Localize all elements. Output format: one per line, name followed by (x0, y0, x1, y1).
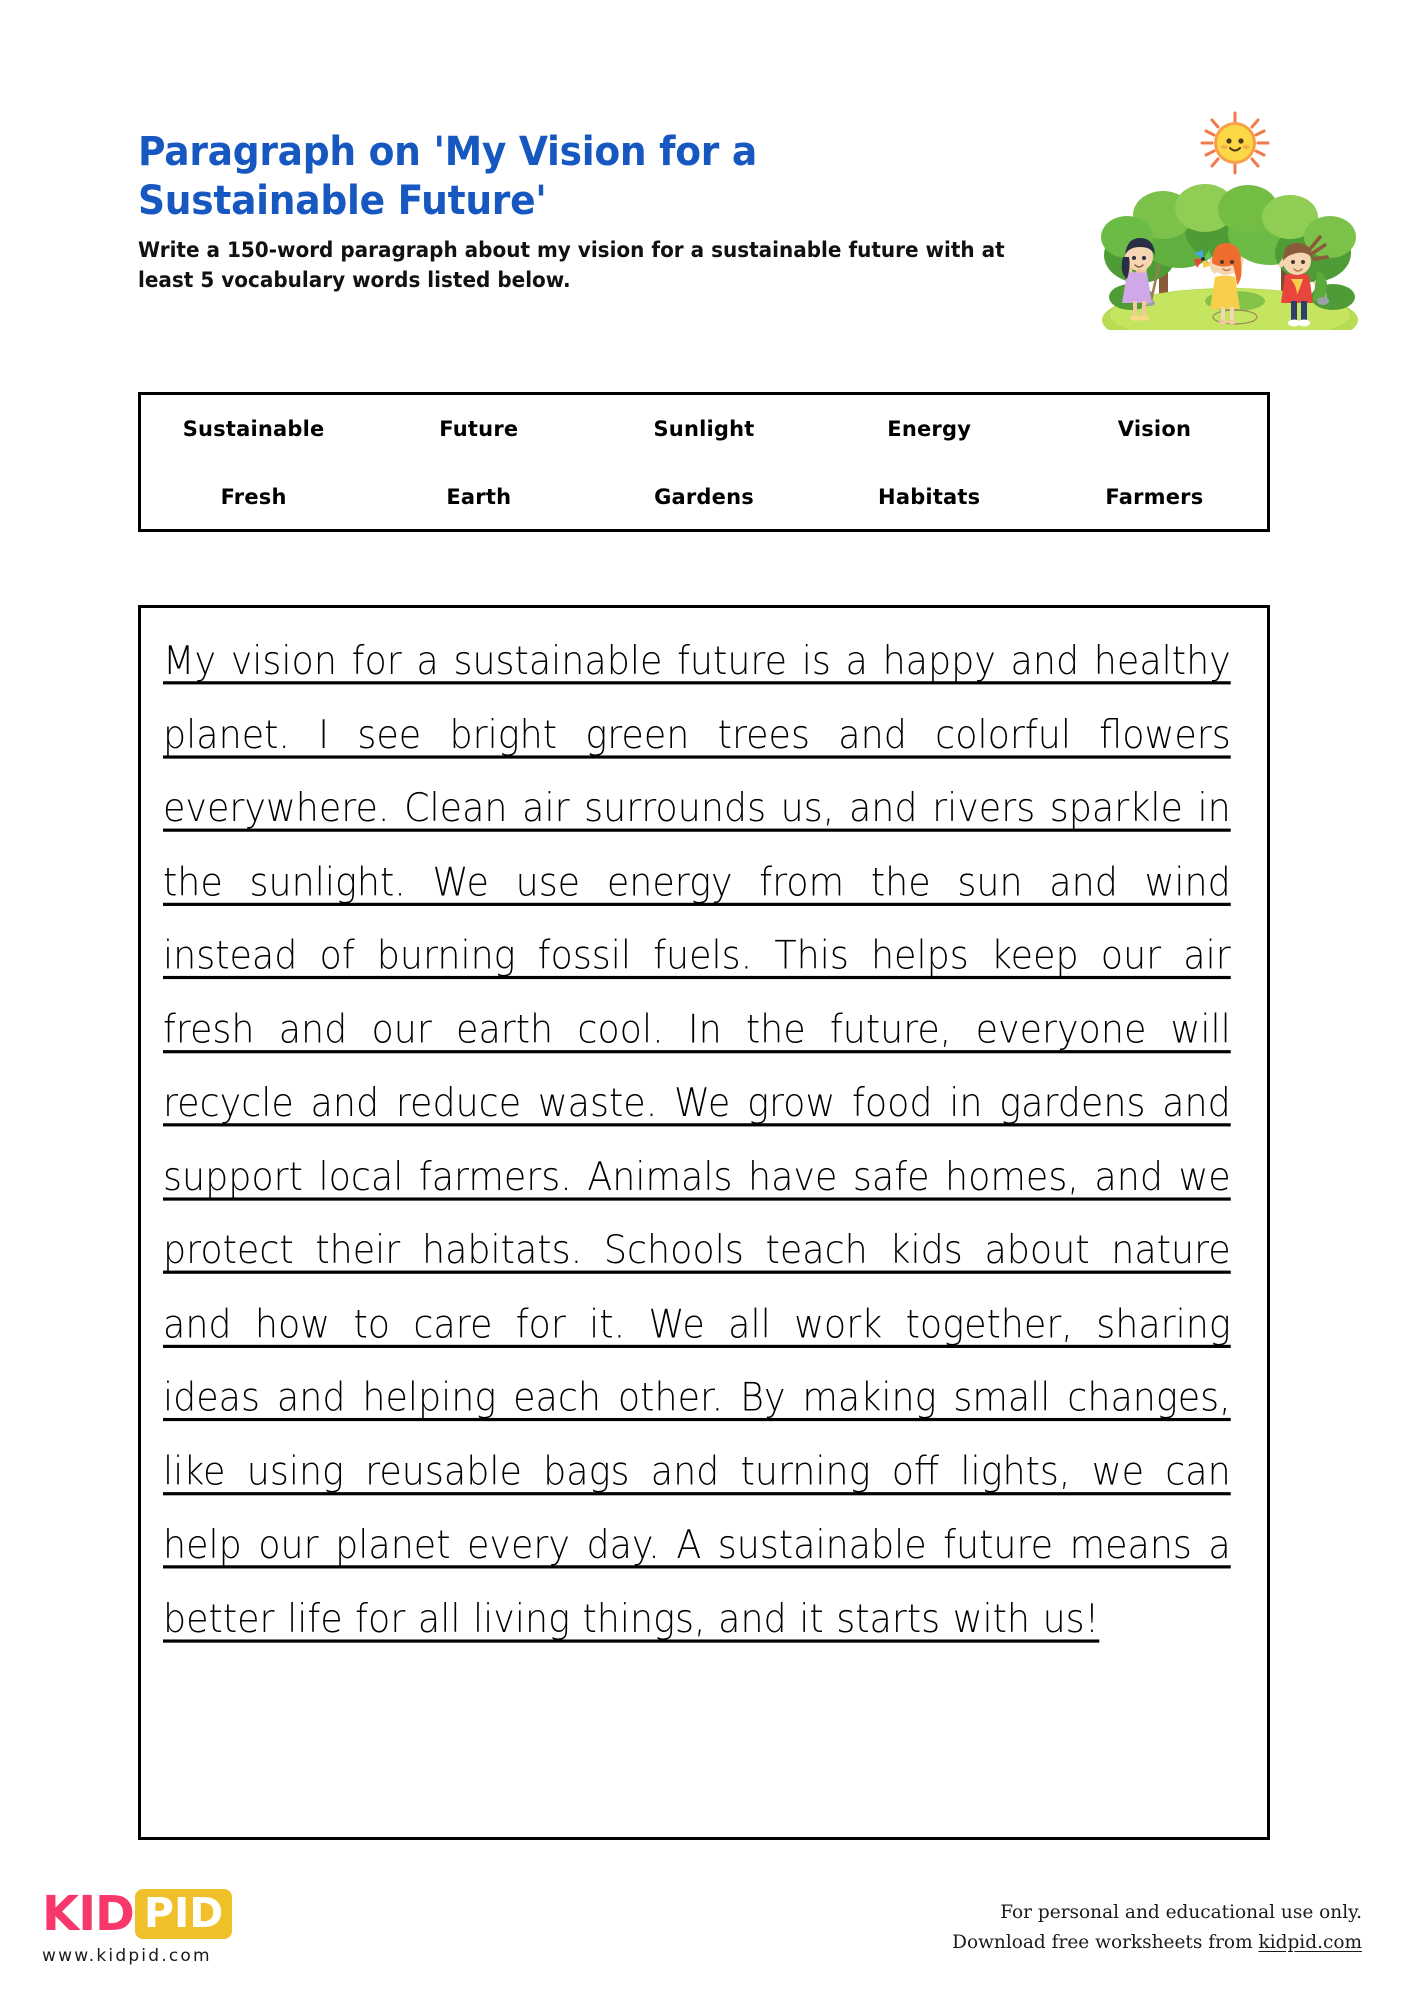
page-title: Paragraph on 'My Vision for a Sustainable Future' (138, 129, 757, 224)
worksheet-instructions: Write a 150-word paragraph about my vision for a sustainable future with at least 5 vocabulary words listed below. (138, 237, 1005, 294)
vocabulary-row-2 (141, 462, 1267, 529)
vocabulary-word: Sustainable (182, 416, 325, 441)
worksheet-header (138, 128, 1098, 297)
kidpid-link[interactable]: kidpid.com (1258, 1931, 1362, 1953)
kidpid-logo (42, 1888, 402, 1966)
footer-usage-note (952, 1898, 1362, 1958)
vocabulary-word: Vision (1117, 416, 1192, 441)
logo-kid-text: KID (42, 1886, 134, 1942)
vocabulary-word: Gardens (654, 484, 754, 509)
logo-website-url: www.kidpid.com (42, 1946, 212, 1966)
answer-paragraph[interactable]: My vision for a sustainable future is a happy and healthy planet. I see bright green trees and colorful flowers everywhere. Clean air surrounds us, and rivers sparkle in the sunlight. We use energy from the sun and wind instead of burning fossil fuels. This helps keep our air fresh and our earth cool. In the future, everyone will recycle and reduce waste. We grow food in gardens and support local farmers. Animals have safe homes, and we protect their habitats. Schools teach kids about nature and how to care for it. We all work together, sharing ideas and helping each other. By making small changes, like using reusable bags and turning off lights, we can help our planet every day. A sustainable future means a better life for all living things, and it starts with us! (163, 637, 1231, 1642)
vocabulary-word: Sunlight (653, 416, 755, 441)
logo-pid-text: PID (135, 1889, 232, 1939)
vocabulary-word: Habitats (878, 484, 981, 509)
answer-box[interactable] (138, 605, 1270, 1840)
vocabulary-word: Earth (446, 484, 512, 509)
footer-note-prefix: Download free worksheets from (952, 1931, 1259, 1953)
footer-note-line-2 (952, 1928, 1362, 1958)
sun-icon (1202, 113, 1268, 173)
pinwheel-icon (1194, 250, 1212, 268)
vocabulary-word: Future (439, 416, 519, 441)
vocabulary-word-box (138, 392, 1270, 532)
vocabulary-word: Energy (887, 416, 972, 441)
vocabulary-row-1 (141, 395, 1267, 462)
children-playing-outdoors-illustration (1085, 105, 1365, 330)
footer-note-line-1: For personal and educational use only. (1000, 1902, 1362, 1923)
logo-wordmark (42, 1888, 402, 1940)
vocabulary-word: Fresh (220, 484, 287, 509)
vocabulary-word: Farmers (1105, 484, 1204, 509)
